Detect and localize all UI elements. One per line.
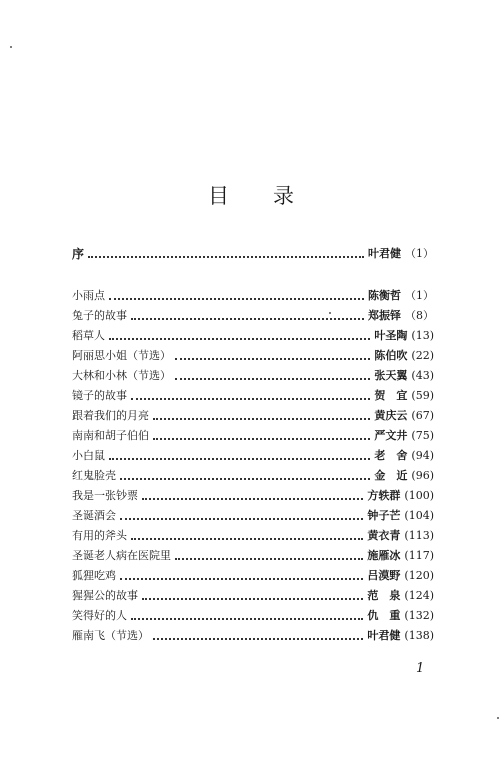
toc-entry[interactable] [72,486,434,504]
toc-author: 严文井 [374,429,408,442]
toc-author: 贺 宜 [374,389,408,402]
dot-leader [175,557,363,560]
toc-entry[interactable] [72,446,434,464]
toc-author: 叶君健 [367,629,401,642]
toc-author: 施雁冰 [367,549,401,562]
toc-title: 稻草人 [72,329,105,342]
toc-entry[interactable] [72,626,434,644]
dot-leader [131,397,370,400]
toc-author: 钟子芒 [367,509,401,522]
toc-entry[interactable] [72,346,434,364]
scan-speck [10,46,12,48]
toc-entry[interactable] [72,406,434,424]
toc-author: 仇 重 [367,609,401,622]
toc-author: 黄衣青 [367,529,401,542]
toc-author: 陈衡哲 [368,289,401,302]
page-title-char-2: 录 [273,184,296,208]
toc-page: (132) [404,608,434,622]
toc-title: 我是一张钞票 [72,489,138,502]
toc-title: 序 [72,246,85,261]
dot-leader [153,637,363,640]
toc-page: (124) [404,588,434,602]
dot-leader [109,337,370,340]
toc-entry[interactable] [72,566,434,584]
toc-page: (104) [404,508,434,522]
toc-entry[interactable] [72,606,434,624]
dot-leader [131,617,363,620]
toc-entry[interactable] [72,526,434,544]
toc-page: (113) [404,528,434,542]
toc-entry[interactable] [72,386,434,404]
toc-title: 圣诞酒会 [72,509,116,522]
toc-page: （8） [405,309,434,322]
toc-author: 陈伯吹 [374,349,408,362]
toc-page: (120) [404,568,434,582]
page-title-char-1: 目 [208,184,231,208]
toc-title: 南南和胡子伯伯 [72,429,149,442]
toc-title: 狐狸吃鸡 [72,569,116,582]
dot-leader [109,457,370,460]
toc-page: (94) [411,448,434,462]
toc-author: 方轶群 [367,489,401,502]
toc-author: 叶君健 [368,247,401,260]
dot-leader [175,377,370,380]
toc-author: 叶圣陶 [374,329,408,342]
toc-title: 猩猩公的故事 [72,589,138,602]
toc-entry[interactable] [72,366,434,384]
toc-title: 笑得好的人 [72,609,127,622]
dot-leader [120,517,363,520]
dot-leader [175,357,370,360]
toc-author: 黄庆云 [374,409,408,422]
toc-title: 大林和小林（节选） [72,369,171,382]
toc-author: 郑振铎 [368,309,401,322]
dot-leader [88,255,364,258]
toc-page: (13) [411,328,434,342]
page-title [0,180,504,210]
toc-page: (138) [404,628,434,642]
toc-title: 兔子的故事 [72,309,127,322]
scan-speck [497,717,499,719]
dot-leader [120,577,363,580]
toc-title: 有用的斧头 [72,529,127,542]
toc-title: 镜子的故事 [72,389,127,402]
toc-page: (100) [404,488,434,502]
toc-entry[interactable] [72,326,434,344]
toc-page: （1） [405,247,434,260]
toc-entry[interactable] [72,306,434,324]
toc-title: 圣诞老人病在医院里 [72,549,171,562]
toc-entry[interactable] [72,286,434,304]
toc-title: 小雨点 [72,289,105,302]
dot-leader [142,597,363,600]
dot-leader [109,297,364,300]
toc-page: (75) [411,428,434,442]
toc-author: 金 近 [374,469,408,482]
toc-title: 阿丽思小姐（节选） [72,349,171,362]
toc-page: （1） [405,289,434,302]
page-number: 1 [416,661,425,676]
toc-entry[interactable] [72,466,434,484]
toc-title: 雁南飞（节选） [72,629,149,642]
toc-title: 跟着我们的月亮 [72,409,149,422]
toc-title: 小白鼠 [72,449,105,462]
toc-page: (117) [404,548,434,562]
toc-author: 范 泉 [367,589,401,602]
dot-leader [131,317,364,320]
dot-leader [153,417,370,420]
toc-preface[interactable] [72,244,434,262]
toc-author: 吕漠野 [367,569,401,582]
scan-speck [329,312,331,314]
toc-author: 张天翼 [374,369,408,382]
dot-leader [153,437,370,440]
toc-entry[interactable] [72,426,434,444]
toc-page: (43) [411,368,434,382]
toc-page: (67) [411,408,434,422]
toc-title: 红鬼脸壳 [72,469,116,482]
toc-entry[interactable] [72,506,434,524]
toc-entry[interactable] [72,546,434,564]
toc-page: (22) [411,348,434,362]
toc-entry[interactable] [72,586,434,604]
dot-leader [131,537,363,540]
toc-author: 老 舍 [374,449,408,462]
dot-leader [142,497,363,500]
toc-page: (96) [411,468,434,482]
toc-page: (59) [411,388,434,402]
dot-leader [120,477,370,480]
